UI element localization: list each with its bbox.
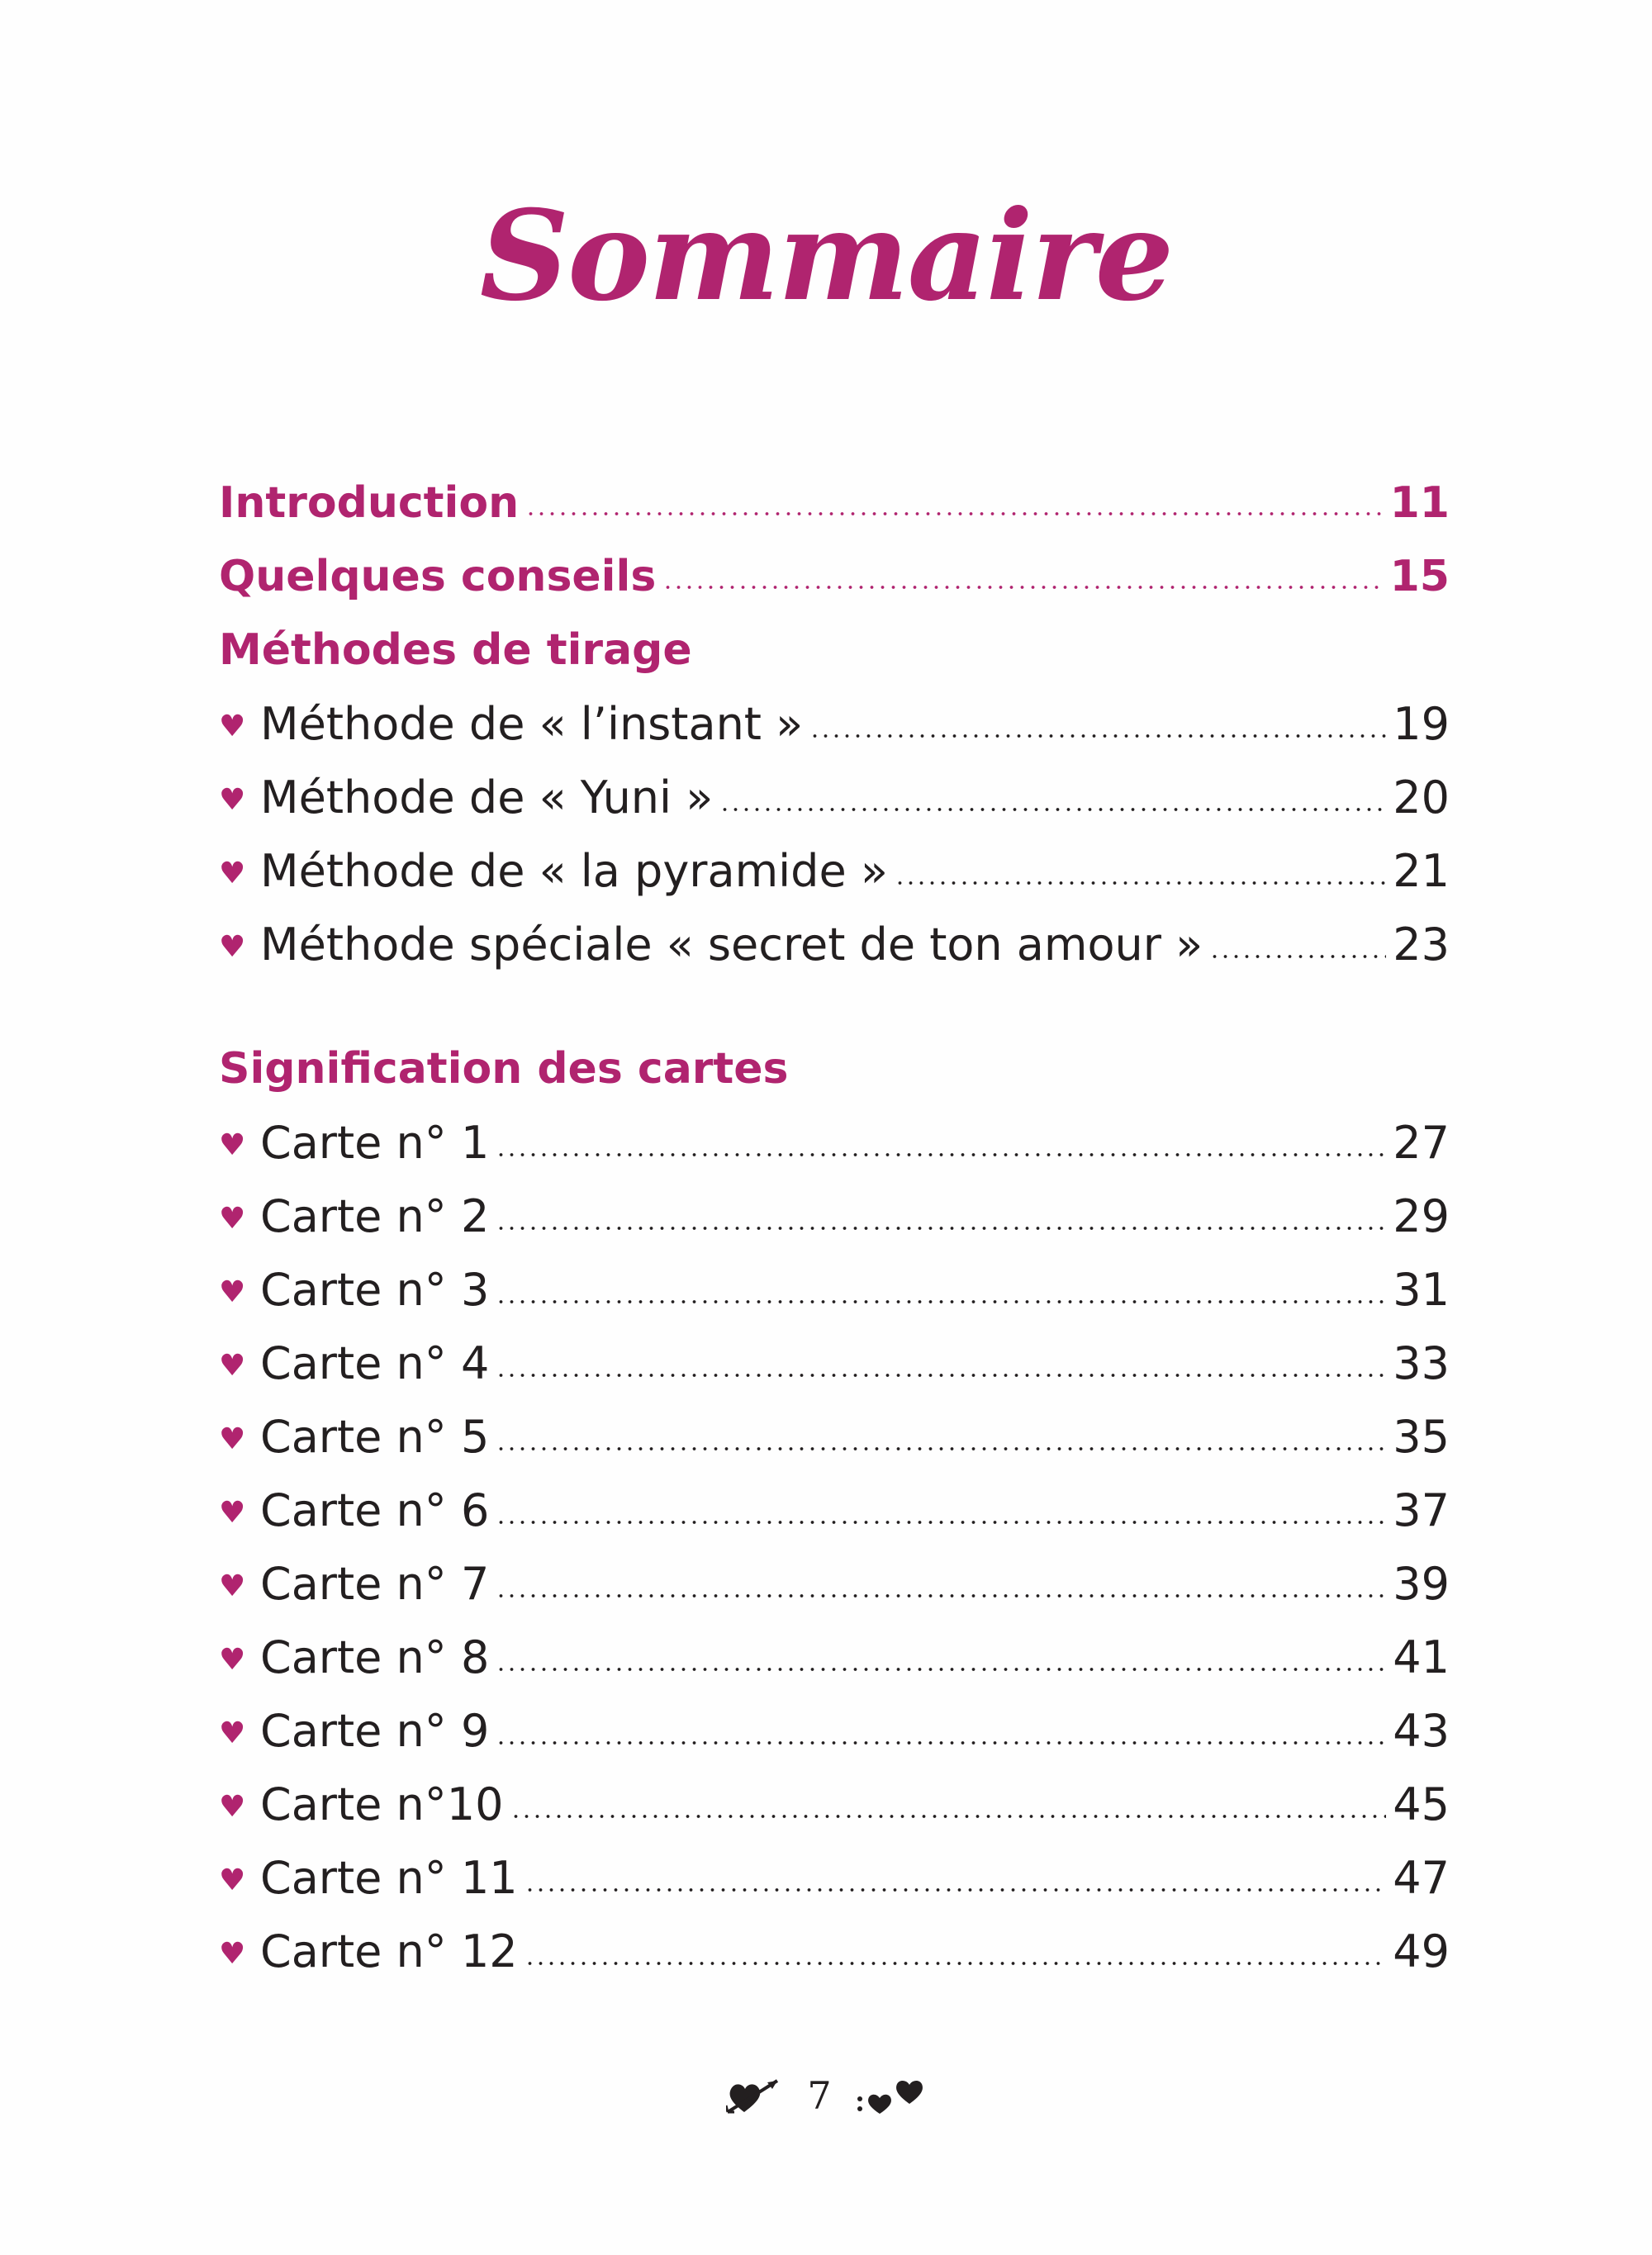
toc-entry[interactable]	[219, 1106, 1450, 1180]
entry-label: Carte n° 9	[260, 1705, 490, 1757]
heart-bullet-icon: ♥	[219, 1349, 246, 1383]
dot-leader	[496, 1227, 1386, 1230]
entry-label: Méthode de « Yuni »	[260, 771, 714, 824]
toc-entry[interactable]	[219, 834, 1450, 908]
entry-label: Carte n° 3	[260, 1264, 490, 1316]
toc-entry[interactable]	[219, 1621, 1450, 1694]
heart-bullet-icon: ♥	[219, 1128, 246, 1162]
toc-entry-conseils[interactable]	[219, 540, 1450, 614]
entry-label: Carte n° 4	[260, 1337, 490, 1389]
toc-entry[interactable]	[219, 1694, 1450, 1768]
entry-page-number: 23	[1393, 919, 1450, 971]
entry-page-number: 35	[1393, 1411, 1450, 1463]
cartes-list	[219, 1106, 1450, 1988]
toc-entry[interactable]	[219, 1841, 1450, 1915]
toc-entry[interactable]	[219, 908, 1450, 981]
entry-label: Introduction	[219, 478, 520, 528]
heart-bullet-icon: ♥	[219, 1863, 246, 1897]
heart-bullet-icon: ♥	[219, 1716, 246, 1750]
dot-leader	[525, 1962, 1387, 1965]
entry-page-number: 49	[1393, 1925, 1450, 1977]
hearts-icon	[855, 2074, 926, 2117]
entry-page-number: 31	[1393, 1264, 1450, 1316]
table-of-contents	[219, 467, 1450, 1988]
section-heading-methodes	[219, 614, 1450, 687]
entry-page-number: 47	[1393, 1852, 1450, 1904]
dot-leader	[496, 1300, 1386, 1303]
heart-bullet-icon: ♥	[219, 1496, 246, 1530]
entry-page-number: 29	[1393, 1190, 1450, 1242]
entry-page-number: 21	[1393, 845, 1450, 897]
entry-page-number: 15	[1389, 552, 1450, 601]
heart-bullet-icon: ♥	[219, 1275, 246, 1309]
dot-leader	[510, 1815, 1387, 1818]
entry-label: Carte n° 6	[260, 1484, 490, 1536]
entry-label: Carte n° 7	[260, 1558, 490, 1610]
toc-entry[interactable]	[219, 687, 1450, 761]
heart-bullet-icon: ♥	[219, 1422, 246, 1456]
entry-page-number: 39	[1393, 1558, 1450, 1610]
heart-bullet-icon: ♥	[219, 1202, 246, 1236]
entry-label: Carte n° 8	[260, 1631, 490, 1683]
dot-leader	[496, 1668, 1386, 1671]
heart-bullet-icon: ♥	[219, 930, 246, 964]
entry-label: Carte n° 1	[260, 1117, 490, 1169]
entry-label: Méthode spéciale « secret de ton amour »	[260, 919, 1203, 971]
page-number: 7	[807, 2073, 832, 2118]
page-title: Sommaire	[479, 183, 1173, 329]
toc-entry[interactable]	[219, 761, 1450, 834]
section-heading-label: Signification des cartes	[219, 1044, 789, 1094]
heart-bullet-icon: ♥	[219, 857, 246, 890]
toc-entry[interactable]	[219, 1253, 1450, 1327]
dot-leader	[809, 734, 1386, 738]
dot-leader	[496, 1521, 1386, 1524]
heart-bullet-icon: ♥	[219, 1790, 246, 1824]
heart-bullet-icon: ♥	[219, 710, 246, 743]
entry-label: Carte n° 12	[260, 1925, 518, 1977]
heart-bullet-icon: ♥	[219, 1569, 246, 1603]
dot-leader	[496, 1374, 1386, 1377]
section-heading-label: Méthodes de tirage	[219, 625, 692, 675]
entry-page-number: 43	[1393, 1705, 1450, 1757]
toc-entry[interactable]	[219, 1915, 1450, 1988]
entry-label: Carte n° 11	[260, 1852, 518, 1904]
heart-arrow-icon	[726, 2074, 784, 2117]
entry-label: Quelques conseils	[219, 552, 657, 601]
toc-entry[interactable]	[219, 1547, 1450, 1621]
toc-entry[interactable]	[219, 1474, 1450, 1547]
entry-page-number: 37	[1393, 1484, 1450, 1536]
entry-label: Méthode de « la pyramide »	[260, 845, 888, 897]
dot-leader	[496, 1594, 1386, 1597]
entry-label: Méthode de « l’instant »	[260, 698, 804, 750]
entry-label: Carte n°10	[260, 1778, 504, 1830]
entry-page-number: 20	[1393, 771, 1450, 824]
toc-entry[interactable]	[219, 1327, 1450, 1400]
entry-page-number: 41	[1393, 1631, 1450, 1683]
entry-page-number: 11	[1389, 478, 1450, 528]
dot-leader	[895, 881, 1386, 885]
entry-page-number: 27	[1393, 1117, 1450, 1169]
entry-label: Carte n° 2	[260, 1190, 490, 1242]
dot-leader	[719, 808, 1386, 811]
section-heading-cartes	[219, 1033, 1450, 1106]
heart-bullet-icon: ♥	[219, 783, 246, 817]
toc-entry[interactable]	[219, 1768, 1450, 1841]
dot-leader	[662, 586, 1383, 589]
entry-page-number: 19	[1393, 698, 1450, 750]
toc-entry-introduction[interactable]	[219, 467, 1450, 540]
dot-leader	[496, 1741, 1386, 1745]
methodes-list	[219, 687, 1450, 981]
toc-entry[interactable]	[219, 1400, 1450, 1474]
dot-leader	[496, 1447, 1386, 1450]
entry-page-number: 45	[1393, 1778, 1450, 1830]
heart-bullet-icon: ♥	[219, 1937, 246, 1971]
entry-label: Carte n° 5	[260, 1411, 490, 1463]
page-footer	[0, 2073, 1652, 2118]
dot-leader	[1209, 955, 1386, 958]
toc-entry[interactable]	[219, 1180, 1450, 1253]
dot-leader	[525, 1888, 1387, 1892]
dot-leader	[496, 1153, 1386, 1156]
entry-page-number: 33	[1393, 1337, 1450, 1389]
heart-bullet-icon: ♥	[219, 1643, 246, 1677]
dot-leader	[525, 512, 1384, 515]
